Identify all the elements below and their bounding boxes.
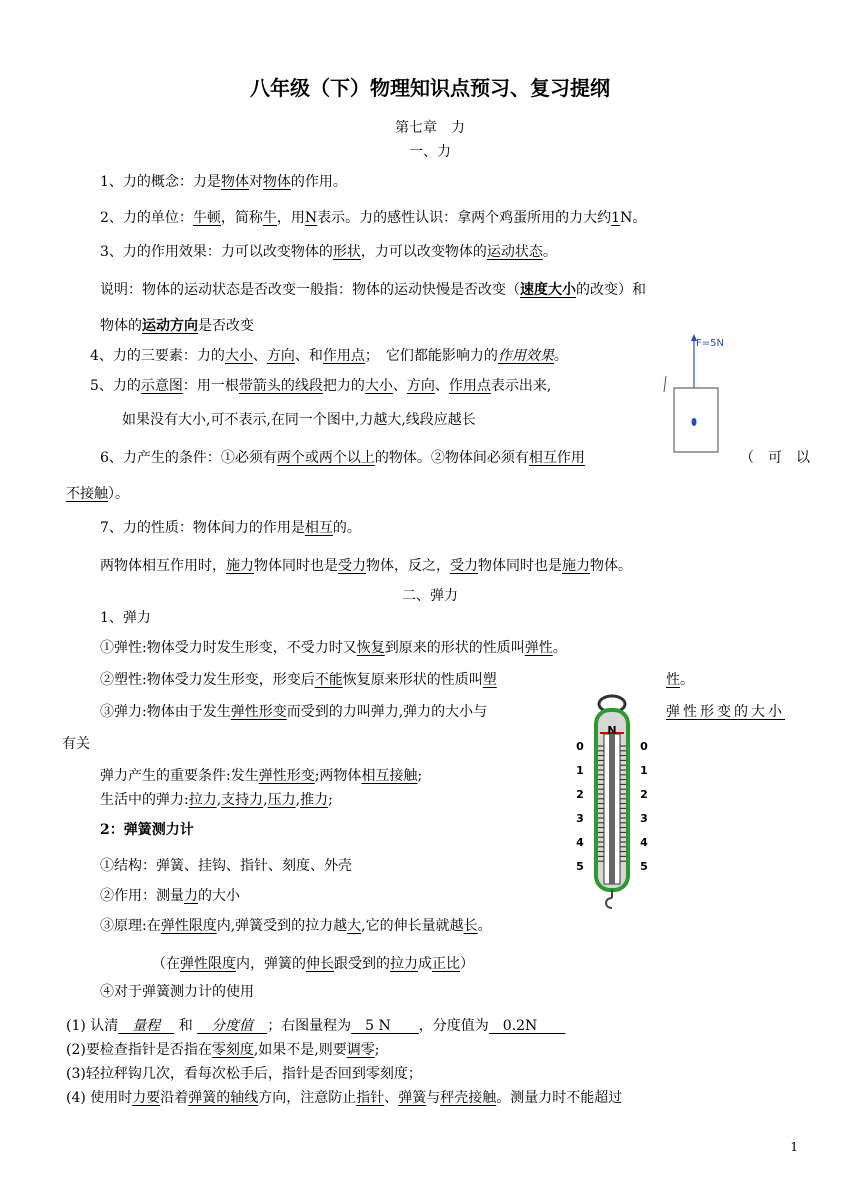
scale-tick-label-left: 0 bbox=[576, 740, 584, 753]
force-label: F=5N bbox=[696, 338, 724, 349]
item-force-condition: 6、力产生的条件：①必须有两个或两个以上的物体。②物体间必须有相互作用 bbox=[100, 450, 585, 466]
scale-tick-label-left: 2 bbox=[576, 788, 584, 801]
note-motion-direction: 物体的运动方向是否改变 bbox=[100, 318, 254, 334]
item-force-nature: 7、力的性质：物体间力的作用是相互的。 bbox=[100, 520, 361, 536]
item-force-unit: 2、力的单位：牛顿，简称牛，用N表示。力的感性认识：拿两个鸡蛋所用的力大约1N。 bbox=[100, 210, 647, 226]
item-force-diagram: 5、力的示意图：用一根带箭头的线段把力的大小、方向、作用点表示出来, bbox=[90, 378, 552, 394]
item-force-effect: 3、力的作用效果：力可以改变物体的形状，力可以改变物体的运动状态。 bbox=[100, 244, 557, 260]
item-three-elements: 4、力的三要素：力的大小、方向、和作用点； 它们都能影响力的作用效果。 bbox=[90, 348, 568, 364]
scale-tick-label-right: 1 bbox=[640, 764, 648, 777]
scale-tick-label-right: 3 bbox=[640, 812, 648, 825]
item-life-elastic: 生活中的弹力:拉力,支持力,压力,推力; bbox=[100, 792, 333, 808]
item-plasticity-tail: 性。 bbox=[666, 672, 694, 688]
scale-tick-label-right: 4 bbox=[640, 836, 648, 849]
item-interaction: 两物体相互作用时，施力物体同时也是受力物体，反之，受力物体同时也是施力物体。 bbox=[100, 558, 632, 574]
item-elastic-force-tail: 弹性形变的大小 bbox=[666, 704, 785, 720]
usage-4: (4) 使用时力要沿着弹簧的轴线方向，注意防止指针、弹簧与秤壳接触。测量力时不能超过 bbox=[66, 1090, 623, 1106]
item-proportional: （在弹性限度内，弹簧的伸长跟受到的拉力成正比） bbox=[152, 956, 474, 972]
item-elastic-force-cont: 有关 bbox=[62, 736, 90, 752]
note-motion-state: 说明：物体的运动状态是否改变一般指：物体的运动快慢是否改变（速度大小的改变）和 bbox=[100, 282, 646, 298]
item-usage: ④对于弹簧测力计的使用 bbox=[100, 984, 254, 1000]
item-elastic-force: ③弹力:物体由于发生弹性形变而受到的力叫弹力,弹力的大小与 bbox=[100, 704, 488, 720]
item-purpose: ②作用：测量力的大小 bbox=[100, 888, 240, 904]
item-force-concept: 1、力的概念：力是物体对物体的作用。 bbox=[100, 174, 347, 190]
scale-tick-label-right: 2 bbox=[640, 788, 648, 801]
scale-tick-label-left: 5 bbox=[576, 860, 584, 873]
item-elasticity: ①弹性:物体受力时发生形变，不受力时又恢复到原来的形状的性质叫弹性。 bbox=[100, 640, 567, 656]
section-heading-force: 一、力 bbox=[409, 144, 451, 160]
scale-unit-label: N bbox=[607, 724, 617, 737]
scale-tick-label-left: 3 bbox=[576, 812, 584, 825]
force-diagram-figure bbox=[660, 330, 730, 458]
section-heading-elastic: 二、弹力 bbox=[402, 588, 458, 604]
sub-elastic: 1、弹力 bbox=[100, 610, 151, 626]
usage-1: (1) 认清 量程 和 分度值 ；右图量程为 5 N ，分度值为 0.2N bbox=[66, 1018, 566, 1034]
page-title: 八年级（下）物理知识点预习、复习提纲 bbox=[250, 76, 610, 100]
sub-spring-scale: 2：弹簧测力计 bbox=[100, 822, 194, 838]
spring-scale-figure bbox=[570, 694, 654, 914]
note-length: 如果没有大小,可不表示,在同一个图中,力越大,线段应越长 bbox=[122, 412, 476, 428]
item-elastic-conditions: 弹力产生的重要条件:发生弹性形变;两物体相互接触; bbox=[100, 768, 423, 784]
item-force-condition-tail: （ 可 以 bbox=[740, 450, 810, 466]
item-structure: ①结构：弹簧、挂钩、指针、刻度、外壳 bbox=[100, 858, 352, 874]
item-principle: ③原理:在弹性限度内,弹簧受到的拉力越大,它的伸长量就越长。 bbox=[100, 918, 492, 934]
usage-3: (3)轻拉秤钩几次，看每次松手后，指针是否回到零刻度； bbox=[66, 1066, 422, 1082]
scale-tick-label-right: 5 bbox=[640, 860, 648, 873]
item-plasticity: ②塑性:物体受力发生形变，形变后不能恢复原来形状的性质叫塑 bbox=[100, 672, 497, 688]
scale-tick-label-left: 4 bbox=[576, 836, 584, 849]
page-number: 1 bbox=[790, 1140, 798, 1154]
scale-tick-label-right: 0 bbox=[640, 740, 648, 753]
chapter-heading: 第七章 力 bbox=[395, 120, 465, 136]
scale-tick-label-left: 1 bbox=[576, 764, 584, 777]
item-force-condition-cont: 不接触）。 bbox=[66, 486, 129, 502]
usage-2: (2)要检查指针是否指在零刻度,如果不是,则要调零; bbox=[66, 1042, 380, 1058]
